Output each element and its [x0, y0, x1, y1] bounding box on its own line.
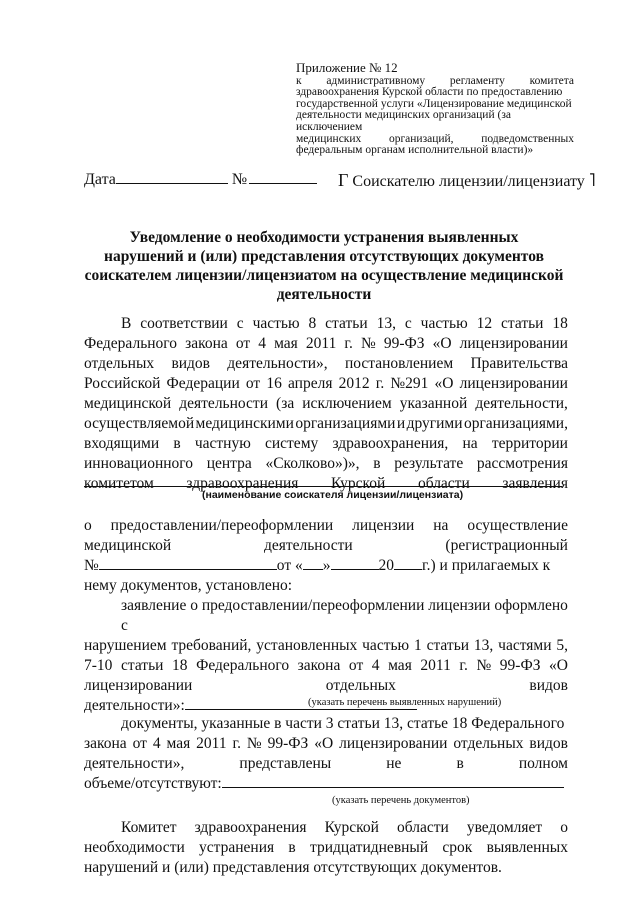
word: 18	[552, 315, 568, 332]
number-label: №	[231, 171, 248, 188]
word: мая	[166, 735, 191, 752]
text-line: документы, указанные в части 3 статьи 13, статье 18 Федерального	[121, 715, 565, 732]
word: «Сколково»)»,	[265, 455, 360, 472]
applicant-caption: (наименование соискателя лицензии/лицензиата)	[202, 489, 464, 501]
registration-line	[84, 556, 568, 576]
text-line	[84, 516, 568, 536]
word: необходимости	[84, 839, 185, 856]
appendix-lines	[296, 76, 574, 157]
word: результате	[394, 455, 464, 472]
text-line	[84, 656, 568, 676]
text-line	[84, 434, 568, 454]
word: 2012	[338, 375, 370, 392]
word: мая	[388, 657, 412, 674]
reg-number-label: №	[84, 557, 99, 574]
word: «О	[549, 657, 568, 674]
word: статьи	[325, 315, 368, 332]
date-field[interactable]	[116, 170, 228, 184]
heading-line: нарушений и (или) представления отсутствующих документов	[104, 248, 544, 265]
closing-paragraph	[84, 818, 568, 878]
word: комитетом	[84, 475, 154, 492]
word: от	[348, 657, 364, 674]
text-line	[84, 314, 568, 334]
word: медицинской	[84, 537, 172, 554]
word: осуществляемой	[84, 415, 195, 432]
word: статьи	[120, 657, 164, 674]
word: в	[456, 755, 464, 772]
violations-caption: (указать перечень выявленных нарушений)	[308, 697, 502, 708]
documents-line	[84, 774, 568, 794]
word: от	[132, 735, 147, 752]
applicant-name-line[interactable]	[84, 486, 562, 487]
word: 99-ФЗ	[383, 335, 425, 352]
text-line	[84, 818, 568, 838]
word: частью	[420, 315, 468, 332]
word: 1	[413, 637, 422, 654]
heading-line: Уведомление о необходимости устранения выявленных	[129, 229, 519, 246]
word: закона	[185, 335, 228, 352]
word: деятельности»,	[84, 755, 185, 772]
word: медицинской	[84, 395, 172, 412]
text-line	[84, 838, 568, 858]
word: соответствии	[140, 315, 228, 332]
word: требований,	[171, 637, 252, 654]
reg-day-close: »	[322, 557, 331, 574]
text-line	[84, 334, 568, 354]
text-line: нарушений и (или) представления отсутствующих документов.	[84, 859, 502, 876]
word: и	[396, 415, 406, 432]
word: систему	[264, 435, 319, 452]
word: здравоохранения	[194, 819, 307, 836]
word: Курской	[324, 819, 379, 836]
word: 2011	[305, 335, 337, 352]
word: выявленных	[486, 839, 568, 856]
word: нарушением	[84, 637, 167, 654]
word: тридцатидневный	[310, 839, 429, 856]
word: исключением	[302, 395, 392, 412]
word: Российской	[84, 375, 161, 392]
word: в	[288, 839, 296, 856]
word: от	[245, 375, 261, 392]
word: Федерального	[84, 335, 178, 352]
word: деятельности	[263, 537, 353, 554]
word: не	[386, 755, 402, 772]
word: статьи	[426, 637, 470, 654]
word: другими	[406, 415, 463, 432]
text-line	[84, 354, 568, 374]
word: 99-ФЗ	[267, 735, 309, 752]
word: «О	[432, 335, 452, 352]
word: медицинскими	[195, 415, 294, 432]
number-field[interactable]	[249, 170, 317, 184]
word: №291	[390, 375, 429, 392]
word: здравоохранения	[186, 475, 299, 492]
word: (регистрационный	[445, 537, 568, 554]
bracket-right: ˥	[588, 170, 596, 190]
word: рассмотрения	[476, 455, 568, 472]
word: 5,	[556, 637, 568, 654]
appendix-block	[296, 62, 574, 157]
word: г.	[344, 335, 353, 352]
word: мая	[274, 335, 298, 352]
addressee-label: Соискателю лицензии/лицензиату	[352, 173, 585, 190]
text-line	[84, 374, 568, 394]
word: подведомственных	[481, 132, 574, 145]
word: входящими	[84, 435, 160, 452]
text-line	[84, 676, 568, 696]
word: (за	[276, 395, 295, 412]
word: осуществление	[467, 517, 568, 534]
word: организаций,	[388, 132, 454, 145]
word: указанной	[399, 395, 468, 412]
word: Федерального	[196, 657, 290, 674]
word: апреля	[287, 375, 333, 392]
word: деятельности	[179, 395, 268, 412]
word: области	[396, 819, 449, 836]
word: уведомляет	[466, 819, 543, 836]
word: 4	[152, 735, 161, 752]
word: частью	[362, 637, 410, 654]
body-paragraph-4	[84, 714, 568, 794]
word: №	[476, 657, 492, 674]
word: лицензии	[352, 517, 415, 534]
text-line	[84, 394, 568, 414]
date-label: Дата	[84, 171, 116, 188]
word: о	[84, 517, 92, 534]
text-line	[84, 636, 568, 656]
word: постановлением	[344, 355, 454, 372]
word: полном	[518, 755, 568, 772]
word: 16	[266, 375, 282, 392]
word: «О	[314, 735, 334, 752]
word: г.	[232, 735, 241, 752]
date-number-line	[84, 170, 317, 189]
word: устранения	[199, 839, 275, 856]
word: лицензировании	[84, 677, 193, 694]
word: установленных	[256, 637, 358, 654]
word: Комитет	[121, 819, 177, 836]
word: №	[246, 735, 262, 752]
word: отдельных	[325, 677, 396, 694]
word: 18	[172, 657, 188, 674]
word: 4	[371, 657, 380, 674]
text-line	[84, 734, 568, 754]
heading-line: соискателем лицензии/лицензиатом на осуществление медицинской	[84, 267, 564, 284]
word: деятельности»,	[227, 355, 328, 372]
word: от	[235, 335, 251, 352]
heading-line: деятельности	[276, 286, 372, 303]
text-line	[84, 454, 568, 474]
appendix-line: федеральным органам исполнительной власти)»	[296, 144, 534, 157]
word: 4	[258, 335, 267, 352]
word: Правительства	[470, 355, 568, 372]
word: здравоохранения,	[332, 435, 449, 452]
reg-year-field[interactable]	[394, 557, 422, 570]
reg-number-field[interactable]	[99, 557, 277, 570]
word: «О	[434, 375, 454, 392]
word: организациями	[295, 415, 396, 432]
word: здравоохранения Курской области по предоставлению	[296, 86, 563, 99]
word: инновационного	[84, 455, 194, 472]
word: 7-10	[84, 657, 113, 674]
word: видов	[171, 355, 211, 372]
word: к	[296, 74, 302, 87]
word: частную	[194, 435, 251, 452]
document-heading	[84, 228, 564, 304]
word: административному	[326, 74, 426, 87]
word: частями	[498, 637, 552, 654]
word: Курской	[330, 475, 386, 492]
word: статьи	[501, 315, 544, 332]
text-line	[84, 536, 568, 556]
word: деятельности,	[475, 395, 568, 412]
violations-label: деятельности»:	[84, 697, 185, 714]
documents-label: объеме/отсутствуют:	[84, 775, 222, 792]
word: центра	[206, 455, 252, 472]
word: медицинских	[296, 132, 362, 145]
word: отдельных	[453, 735, 524, 752]
appendix-title: Приложение № 12	[296, 60, 398, 75]
word: заявления	[502, 475, 568, 492]
body-paragraph-1	[84, 314, 568, 494]
documents-field[interactable]	[222, 775, 564, 788]
word: В	[121, 315, 132, 332]
reg-day-field[interactable]	[303, 557, 323, 570]
word: 13,	[473, 637, 494, 654]
word: государственной услуги «Лицензирование медицинской	[296, 97, 572, 110]
reg-year-label: 20	[378, 557, 394, 574]
word: на	[433, 517, 449, 534]
word: области	[417, 475, 470, 492]
text-line: заявление о предоставлении/переоформлении лицензии оформлено с	[121, 597, 568, 634]
text-line: нему документов, установлено:	[84, 577, 293, 594]
word: в	[173, 435, 181, 452]
reg-from-label: от «	[276, 557, 303, 574]
word: срок	[442, 839, 473, 856]
bracket-left: Г	[338, 170, 349, 190]
word: отдельных	[84, 355, 155, 372]
word: №	[360, 335, 376, 352]
word: комитета	[529, 74, 574, 87]
word: 2011	[196, 735, 227, 752]
word: представлены	[239, 755, 332, 772]
documents-caption: (указать перечень документов)	[332, 795, 470, 806]
word: г.	[459, 657, 468, 674]
word: с	[404, 315, 412, 332]
word: лицензировании	[459, 335, 568, 352]
word: г.	[375, 375, 385, 392]
word: 99-ФЗ	[499, 657, 541, 674]
word: Федерации	[166, 375, 240, 392]
word: закона	[297, 657, 341, 674]
text-line	[84, 754, 568, 774]
word: 2011	[420, 657, 451, 674]
appendix-line	[296, 110, 574, 133]
word: 13,	[376, 315, 396, 332]
word: деятельности медицинских организаций (за исключением	[296, 109, 511, 133]
word: лицензировании	[339, 735, 448, 752]
word: лицензировании	[459, 375, 568, 392]
reg-month-field[interactable]	[331, 557, 379, 570]
word: видов	[529, 735, 568, 752]
word: 8	[308, 315, 317, 332]
reg-tail-text: г.) и прилагаемых к	[422, 557, 551, 574]
word: о	[560, 819, 568, 836]
word: территории	[491, 435, 568, 452]
word: с	[236, 315, 244, 332]
text-line	[84, 414, 568, 434]
word: закона	[84, 735, 127, 752]
word: в	[373, 455, 381, 472]
body-paragraph-2	[84, 516, 568, 596]
word: частью	[252, 315, 300, 332]
word: организациями,	[463, 415, 568, 432]
word: видов	[529, 677, 568, 694]
word: на	[462, 435, 478, 452]
addressee-block	[338, 170, 596, 191]
word: 12	[476, 315, 493, 332]
word: предоставлении/переоформлении	[110, 517, 334, 534]
word: регламенту	[449, 74, 505, 87]
